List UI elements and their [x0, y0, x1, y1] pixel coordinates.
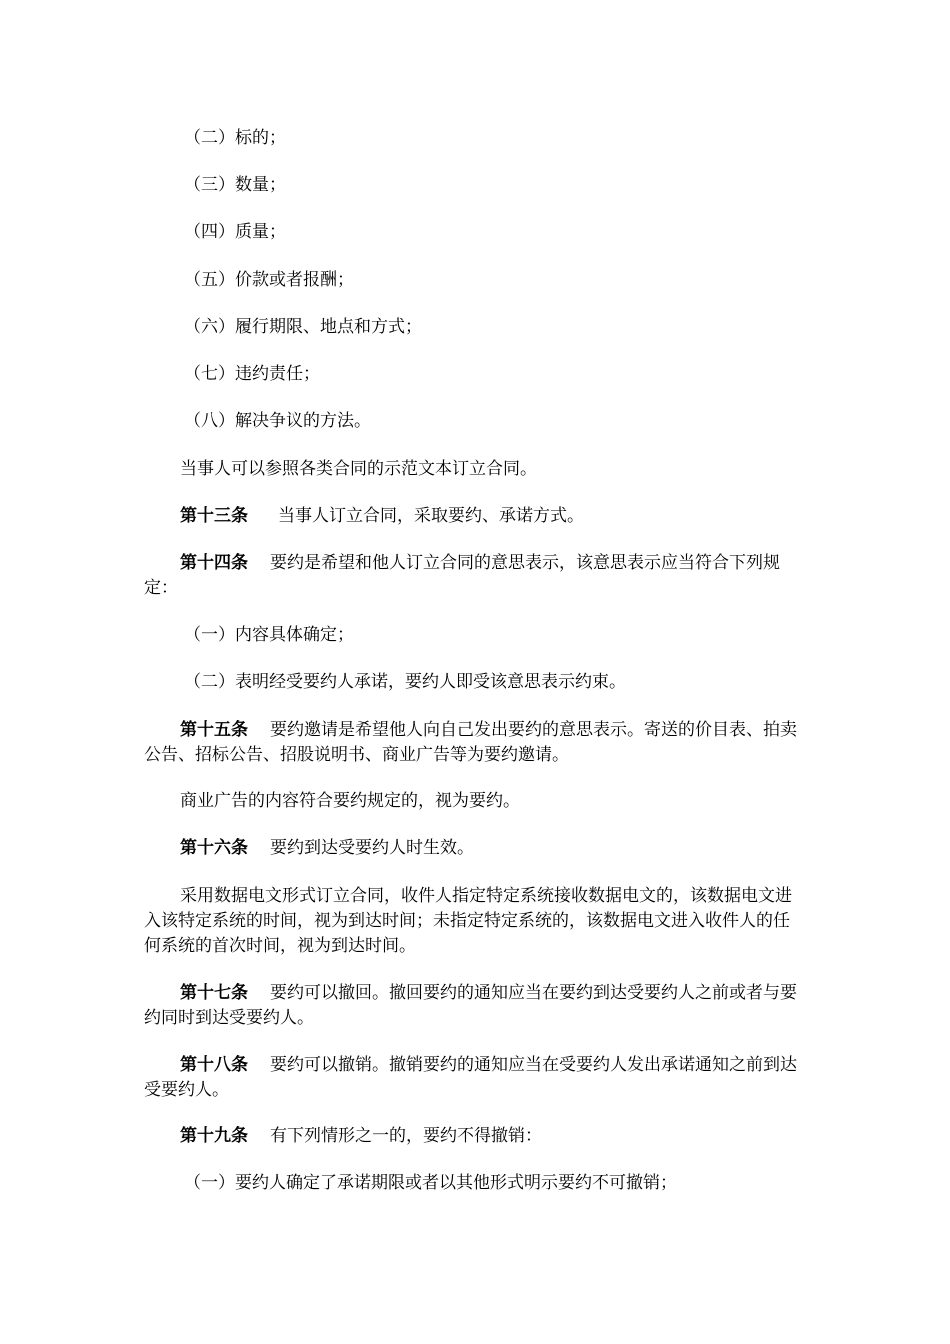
article-16-label: 第十六条 — [180, 838, 248, 858]
article-17-text: 要约可以撤回。撤回要约的通知应当在要约到达受要约人之前或者与要约同时到达受要约人。 — [144, 983, 797, 1028]
list-item: （六）履行期限、地点和方式； — [184, 317, 422, 337]
article-19-text: 有下列情形之一的，要约不得撤销： — [270, 1126, 542, 1146]
paragraph-ad-text: 商业广告的内容符合要约规定的，视为要约。 — [180, 791, 520, 811]
list-item: （八）解决争议的方法。 — [184, 411, 371, 431]
list-item: （一）内容具体确定； — [184, 625, 354, 645]
article-13 — [144, 504, 800, 529]
paragraph-model-text: 当事人可以参照各类合同的示范文本订立合同。 — [180, 459, 537, 479]
article-18-label: 第十八条 — [180, 1055, 248, 1075]
list-item: （七）违约责任； — [184, 364, 320, 384]
article-17-label: 第十七条 — [180, 983, 248, 1003]
list-item: （五）价款或者报酬； — [184, 270, 354, 290]
article-14 — [144, 551, 800, 601]
list-item: （一）要约人确定了承诺期限或者以其他形式明示要约不可撤销； — [184, 1173, 677, 1193]
list-item: （三）数量； — [184, 175, 286, 195]
list-item: （二）表明经受要约人承诺，要约人即受该意思表示约束。 — [184, 672, 626, 692]
article-13-text: 当事人订立合同，采取要约、承诺方式。 — [278, 506, 584, 526]
list-item: （四）质量； — [184, 222, 286, 242]
article-16 — [144, 836, 800, 861]
article-17 — [144, 981, 800, 1031]
article-14-text: 要约是希望和他人订立合同的意思表示，该意思表示应当符合下列规定： — [144, 553, 780, 598]
list-item: （二）标的； — [184, 128, 286, 148]
article-15-text: 要约邀请是希望他人向自己发出要约的意思表示。寄送的价目表、拍卖公告、招标公告、招股说明书、商业广告等为要约邀请。 — [144, 720, 797, 765]
article-14-label: 第十四条 — [180, 553, 248, 573]
article-18 — [144, 1053, 800, 1103]
article-13-label: 第十三条 — [180, 506, 248, 526]
article-15-label: 第十五条 — [180, 720, 248, 740]
article-18-text: 要约可以撤销。撤销要约的通知应当在受要约人发出承诺通知之前到达受要约人。 — [144, 1055, 797, 1100]
paragraph-data-message: 采用数据电文形式订立合同，收件人指定特定系统接收数据电文的，该数据电文进入该特定系统的时间，视为到达时间；未指定特定系统的，该数据电文进入收件人的任何系统的首次时间，视为到达时间。 — [144, 886, 792, 956]
article-16-text: 要约到达受要约人时生效。 — [270, 838, 474, 858]
article-19 — [144, 1124, 800, 1149]
article-15 — [144, 718, 800, 768]
article-19-label: 第十九条 — [180, 1126, 248, 1146]
